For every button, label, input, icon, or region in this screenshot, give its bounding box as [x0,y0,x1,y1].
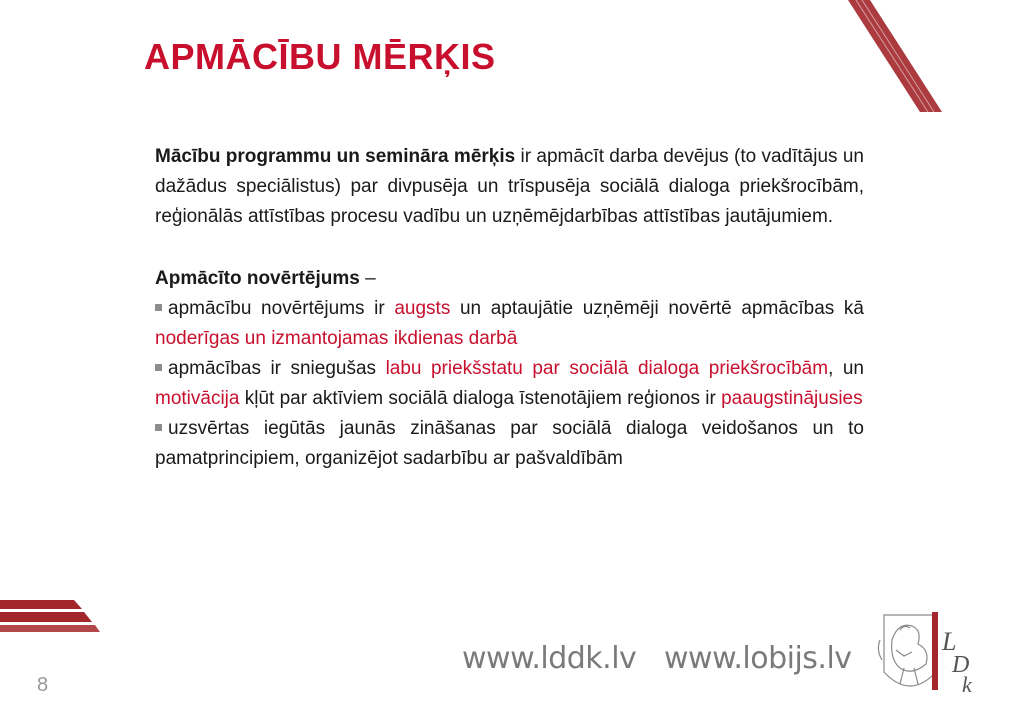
slide-title: APMĀCĪBU MĒRĶIS [144,36,496,77]
assessment-heading-bold: Apmācīto novērtējums [155,268,360,289]
bullet-2-highlight-a: labu priekšstatu par sociālā dialoga priekšrocībām [385,358,829,379]
bullet-3-text: uzsvērtas iegūtās jaunās zināšanas par sociālā dialoga veidošanos un to pamatprincipiem, organizējot sadarbību ar pašvaldībām [155,418,864,469]
bullet-2-highlight-c: paaugstinājusies [721,388,863,409]
bullet-1-highlight-a: augsts [394,298,451,319]
bullet-2-text-b: , un [828,358,864,379]
page-number: 8 [37,674,49,696]
intro-bold-lead: Mācību programmu un semināra mērķis [155,146,516,167]
bullet-2-text-c: kļūt par aktīviem sociālā dialoga īstenotājiem reģionos ir [239,388,722,409]
bullet-1-highlight-b: noderīgas un izmantojamas ikdienas darbā [155,328,518,349]
svg-text:k: k [962,672,972,697]
intro-text: ir apmācīt darba devējus (to vadītājus un dažādus speciālistus) par divpusēja un trīspusēja sociālā dialoga priekšrocībām, reģionālās attīstības procesu vadību un uzņēmējdarbības attīstības jautājumiem. [155,146,864,227]
bullet-1-text-b: un aptaujātie uzņēmēji novērtē apmācības kā [450,298,864,319]
bullet-1-text-a: apmācību novērtējums ir [168,298,395,319]
footer-link-lddk[interactable]: www.lddk.lv [462,641,637,676]
assessment-heading-dash: – [359,268,376,289]
footer-link-lobijs[interactable]: www.lobijs.lv [664,641,852,676]
bullet-2-highlight-b: motivācija [155,388,240,409]
svg-text:D: D [952,652,970,678]
bullet-2-text-a: apmācības ir sniegušas [168,358,386,379]
svg-text:L: L [942,627,957,656]
